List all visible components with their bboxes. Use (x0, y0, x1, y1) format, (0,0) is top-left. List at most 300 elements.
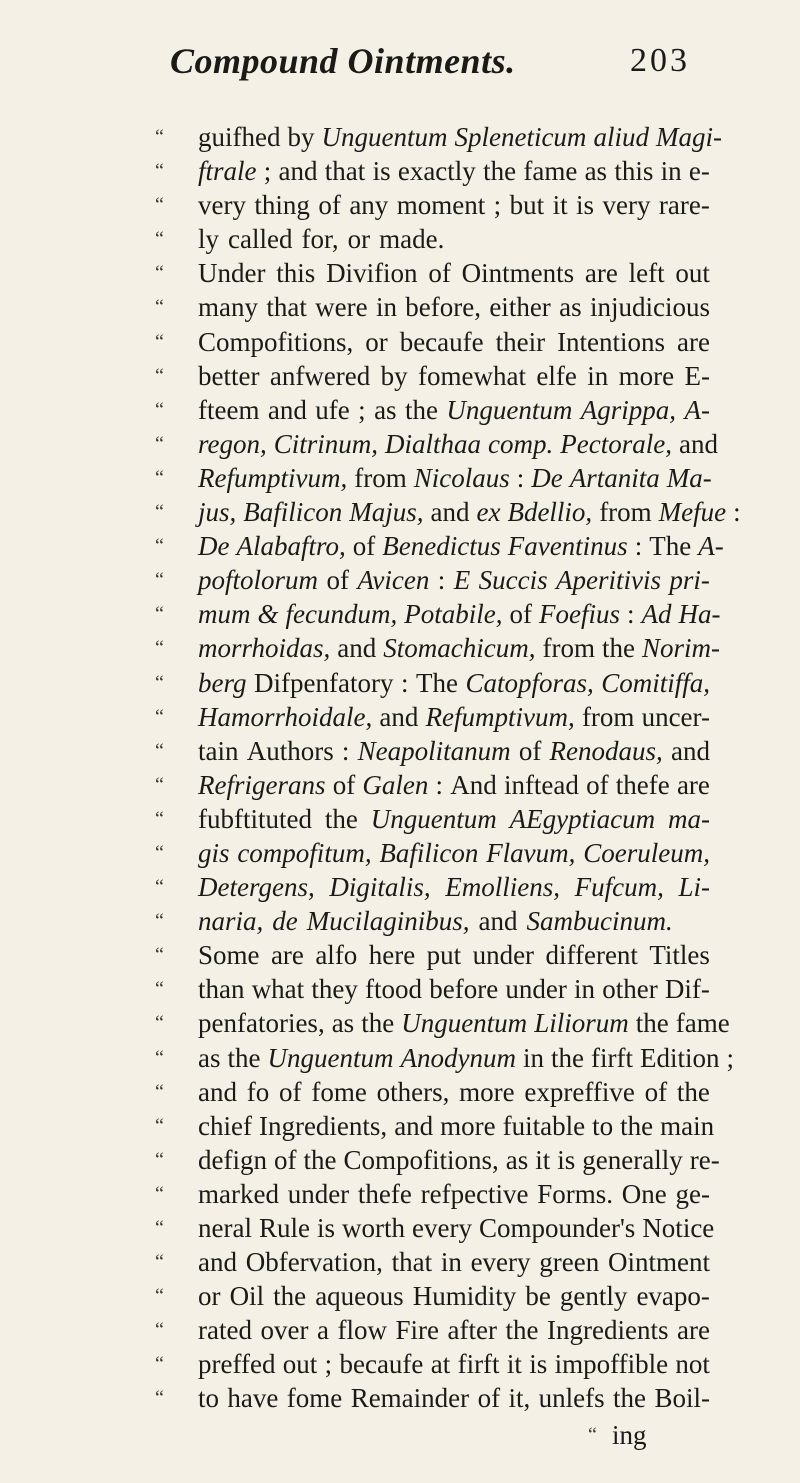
word: the (303, 1144, 337, 1175)
word: very (602, 190, 651, 221)
word: evapo- (636, 1281, 710, 1312)
text-line (0, 495, 800, 529)
word: A- (684, 394, 710, 425)
word: Divifion (326, 258, 418, 289)
word: Potabile, (404, 599, 503, 630)
word: put (426, 940, 462, 971)
text-line (0, 1347, 800, 1381)
quote-mark: “ (155, 1353, 164, 1376)
word: firft (457, 1349, 500, 1380)
word: penfatories, (198, 1008, 325, 1039)
line-text (198, 1109, 715, 1143)
quote-mark: “ (155, 364, 164, 387)
word: are (584, 258, 618, 289)
word: have (227, 1383, 279, 1414)
text-line (0, 1313, 800, 1347)
word: Ingredients, (258, 1110, 388, 1141)
text-line (0, 1006, 800, 1040)
word: the (483, 156, 517, 187)
word: fubftituted (198, 803, 312, 834)
word: : (626, 599, 635, 630)
word: becaufe (339, 1349, 424, 1380)
word: the (676, 1076, 710, 1107)
word: the (361, 1008, 395, 1039)
word: Nicolaus (413, 462, 510, 493)
quote-mark: “ (155, 739, 164, 762)
text-line (0, 1211, 800, 1245)
line-text (198, 1006, 730, 1040)
word: thefe (357, 1178, 412, 1209)
word: Refumptivum, (425, 701, 575, 732)
word: ; (726, 1042, 734, 1073)
word: marked (198, 1178, 279, 1209)
word: compofitum, (237, 837, 372, 868)
word: e- (688, 156, 710, 187)
word: Emolliens, (445, 872, 560, 903)
line-text (198, 154, 710, 188)
word: and (430, 497, 470, 528)
word: The (415, 667, 458, 698)
word: generally (582, 1144, 683, 1175)
word: ; (358, 394, 366, 425)
word: : (516, 462, 525, 493)
quote-mark: “ (155, 1251, 164, 1274)
text-line (0, 631, 800, 665)
quote-mark: “ (155, 671, 164, 694)
word: rated (198, 1315, 252, 1346)
quote-mark: “ (155, 296, 164, 319)
word: Citrinum, (273, 428, 379, 459)
word: Dif- (664, 974, 710, 1005)
word: The (649, 531, 692, 562)
word: uncer- (641, 701, 710, 732)
word: Unguentum (267, 1042, 394, 1073)
word: called (228, 224, 293, 255)
word: as (374, 394, 397, 425)
word: De (198, 531, 230, 562)
running-title: Compound Ointments. (170, 41, 516, 81)
text-line (0, 1109, 800, 1143)
word: and (394, 1110, 434, 1141)
word: of (279, 1076, 302, 1107)
word: Compofitions, (343, 1144, 499, 1175)
text-line (0, 1177, 800, 1211)
word: Norim- (641, 633, 720, 664)
quote-mark: “ (155, 807, 164, 830)
text-line (0, 597, 800, 631)
quote-mark: “ (588, 1423, 597, 1446)
line-text (198, 1177, 710, 1211)
line-text (198, 1381, 710, 1415)
word: jus, (198, 497, 237, 528)
word: Intentions (557, 326, 666, 357)
text-line (0, 938, 800, 972)
word: to (592, 1110, 614, 1141)
word: of (273, 1144, 297, 1175)
word: Majus, (349, 497, 424, 528)
word: thing (254, 190, 310, 221)
word: worth (341, 1213, 405, 1243)
word: to (198, 1383, 220, 1414)
word: Liliorum (534, 1008, 629, 1039)
quote-mark: “ (155, 569, 164, 592)
word: and (670, 735, 710, 766)
line-text (198, 1143, 720, 1177)
word: De (531, 462, 563, 493)
word: others, (376, 1076, 450, 1107)
word: fame (523, 156, 578, 187)
word: green (539, 1247, 600, 1278)
line-text (198, 427, 718, 461)
line-text (198, 836, 710, 870)
word: Coeruleum, (583, 837, 710, 868)
line-text (198, 802, 710, 836)
word: at (430, 1349, 451, 1380)
line-text (198, 700, 710, 734)
quote-mark: “ (155, 910, 164, 933)
word: chief (198, 1110, 252, 1141)
word: this (614, 156, 654, 187)
word: firft (590, 1042, 633, 1073)
word: Ha- (678, 599, 721, 630)
quote-mark: “ (155, 944, 164, 967)
line-text (198, 563, 710, 597)
line-text (198, 495, 741, 529)
word: of (352, 531, 376, 562)
quote-mark: “ (155, 1148, 164, 1171)
word: of (477, 1383, 501, 1414)
word: not (675, 1349, 710, 1380)
word: thefe (615, 769, 670, 800)
quote-mark: “ (155, 398, 164, 421)
word: A- (698, 531, 724, 562)
word: refpective (420, 1178, 529, 1209)
line-text (198, 972, 710, 1006)
word: fteem (198, 394, 260, 425)
word: is (576, 190, 595, 221)
word: gently (559, 1281, 628, 1312)
word: Ad (641, 599, 672, 630)
word: Unguentum (321, 122, 448, 152)
word: is (557, 1144, 576, 1175)
word: and (278, 156, 318, 187)
quote-mark: “ (155, 160, 164, 183)
word: regon, (198, 428, 267, 459)
text-line (0, 1041, 800, 1075)
line-text (198, 1041, 734, 1075)
word: in (522, 1042, 544, 1073)
quote-mark: “ (155, 262, 164, 285)
word: Refrigerans (198, 769, 326, 800)
text-line (0, 700, 800, 734)
text-line (0, 734, 800, 768)
word: or (198, 1281, 221, 1312)
line-text (198, 1347, 710, 1381)
word: ly (198, 224, 220, 255)
text-line (0, 325, 800, 359)
word: preffed (198, 1349, 276, 1380)
word: it (552, 190, 568, 221)
text-line (0, 188, 800, 222)
word: is (316, 1213, 335, 1243)
quote-mark: “ (155, 603, 164, 626)
word: the (227, 1042, 261, 1073)
word: Detergens, (198, 872, 315, 903)
word: and (379, 701, 419, 732)
word: Benedictus (382, 531, 501, 562)
word: defign (198, 1144, 267, 1175)
word: from (354, 462, 407, 493)
word: Ointments (461, 258, 575, 289)
word: different (545, 940, 638, 971)
word: Dialthaa (385, 428, 482, 459)
word: Difpenfatory (254, 667, 394, 698)
word: is (529, 1349, 548, 1380)
word: it, (508, 1383, 531, 1414)
line-text (198, 1245, 710, 1279)
word: very (198, 190, 246, 221)
word: Titles (649, 940, 710, 971)
word: either (489, 292, 551, 323)
word: de (272, 906, 298, 937)
word: : (634, 531, 643, 562)
word: ge- (675, 1178, 710, 1209)
quote-mark: “ (155, 1182, 164, 1205)
word: Flavum, (486, 837, 576, 868)
quote-mark: “ (155, 705, 164, 728)
word: of (586, 769, 609, 800)
word: inftead (503, 769, 579, 800)
text-line (0, 1381, 800, 1415)
word: Humidity (412, 1281, 517, 1312)
word: Fire (395, 1315, 439, 1346)
word: as (559, 292, 582, 323)
word: from (599, 497, 652, 528)
word: and (198, 1076, 237, 1107)
word: the (404, 394, 438, 425)
word: Digitalis, (329, 872, 431, 903)
word: Li- (678, 872, 710, 903)
quote-mark: “ (155, 1217, 164, 1239)
word: a (316, 1315, 329, 1346)
word: other (602, 974, 658, 1005)
word: : (341, 735, 350, 766)
word: Unguentum (401, 1008, 528, 1039)
word: over (260, 1315, 309, 1346)
word: as (198, 1042, 221, 1073)
word: any (349, 190, 389, 221)
line-text (198, 120, 722, 154)
word: Oil (229, 1281, 265, 1312)
word: aqueous (315, 1281, 404, 1312)
word: left (628, 258, 665, 289)
word: Forms. (537, 1178, 614, 1209)
word: : (435, 769, 444, 800)
word: Mucilaginibus, (306, 906, 470, 937)
word: AEgyptiacum (509, 803, 656, 834)
word: Avicen (357, 565, 430, 596)
text-line (0, 120, 800, 154)
word: in (587, 360, 609, 391)
word: Neapolitanum (357, 735, 511, 766)
quote-mark: “ (155, 876, 164, 899)
word: Catopforas, (465, 667, 594, 698)
word: berg (198, 667, 247, 698)
word: fome (311, 1076, 367, 1107)
line-text (198, 188, 710, 222)
quote-mark: “ (155, 1012, 164, 1035)
word: Comitiffa, (601, 667, 710, 698)
line-text (198, 734, 710, 768)
word: and (267, 394, 307, 425)
word: Anodynum (400, 1042, 516, 1073)
word: and (478, 906, 518, 937)
word: neral (198, 1213, 252, 1243)
quote-mark: “ (155, 228, 164, 251)
word: Renodaus, (549, 735, 663, 766)
word: Foefius (538, 599, 620, 630)
word: fame (675, 1008, 730, 1039)
line-text (198, 529, 724, 563)
quote-mark: “ (155, 1285, 164, 1308)
word: Edition (639, 1042, 720, 1073)
word: in (660, 156, 682, 187)
word: in (574, 974, 596, 1005)
line-text (198, 256, 710, 290)
word: ftrale (198, 156, 257, 187)
quote-mark: “ (155, 194, 164, 217)
word: more (459, 1076, 515, 1107)
text-line (0, 1075, 800, 1109)
word: better (198, 360, 260, 391)
word: Refumptivum, (198, 462, 348, 493)
line-text (198, 222, 710, 256)
word: exactly (397, 156, 476, 187)
quote-mark: “ (155, 432, 164, 455)
text-line (0, 461, 800, 495)
word: Succis (478, 565, 548, 596)
word: flow (337, 1315, 387, 1346)
word: Compofitions, (198, 326, 354, 357)
word: Remainder (350, 1383, 470, 1414)
word: Faventinus (507, 531, 628, 562)
word: of (644, 1076, 668, 1107)
quote-mark: “ (155, 841, 164, 864)
word: of (509, 599, 532, 630)
word: fecundum, (285, 599, 398, 630)
word: E (453, 565, 471, 596)
word: more (440, 1110, 496, 1141)
word: or (347, 224, 371, 255)
word: Bafilicon (243, 497, 343, 528)
line-text (198, 870, 710, 904)
word: rare- (658, 190, 710, 221)
word: Agrippa, (580, 394, 677, 425)
word: impoffible (554, 1349, 669, 1380)
text-line (0, 222, 800, 256)
text-line (0, 427, 800, 461)
line-text (198, 938, 710, 972)
word: is (372, 156, 391, 187)
word: what (251, 974, 305, 1005)
quote-mark: “ (155, 1387, 164, 1410)
word: as (331, 1008, 355, 1039)
word: every (411, 1213, 472, 1243)
word: out (282, 1349, 318, 1380)
word: of (318, 190, 341, 221)
line-text (198, 1313, 710, 1347)
word: they (311, 974, 358, 1005)
word: ; (324, 1349, 333, 1380)
word: ; (263, 156, 272, 187)
word: injudicious (589, 292, 710, 323)
word: before, (405, 292, 481, 323)
text-line (0, 768, 800, 802)
line-text (198, 1075, 710, 1109)
word: as (584, 156, 608, 187)
word: before (429, 974, 499, 1005)
word: of (332, 769, 356, 800)
word: or (365, 326, 388, 357)
word: Unguentum (370, 803, 497, 834)
word: & (257, 599, 279, 630)
quote-mark: “ (155, 330, 164, 353)
word: Rule (258, 1213, 310, 1243)
catchword: ing (612, 1419, 647, 1450)
word: comp. (488, 428, 554, 459)
text-line (0, 256, 800, 290)
word: fo (246, 1076, 270, 1107)
line-text (198, 768, 710, 802)
word: of (428, 258, 451, 289)
word: it (535, 1144, 551, 1175)
word: ; (493, 190, 502, 221)
word: ma- (668, 803, 710, 834)
text-line (0, 870, 800, 904)
word: Notice (642, 1213, 715, 1243)
word: are (270, 940, 304, 971)
quote-mark: “ (155, 535, 164, 558)
text-line (0, 1143, 800, 1177)
word: fome (286, 1383, 343, 1414)
word: Under (198, 258, 266, 289)
word: the (550, 1042, 584, 1073)
word: and (198, 1247, 237, 1278)
word: expreffive (524, 1076, 635, 1107)
word: moment (396, 190, 486, 221)
word: more (618, 360, 675, 391)
word: every (470, 1247, 531, 1278)
word: Ointment (607, 1247, 710, 1278)
word: are (676, 1315, 710, 1346)
word: were (315, 292, 368, 323)
word: Compounder's (478, 1213, 636, 1243)
word: that (266, 292, 307, 323)
word: And (450, 769, 497, 800)
line-text (198, 393, 710, 427)
word: fomewhat (418, 360, 526, 391)
text-line (0, 290, 800, 324)
word: the (620, 1110, 654, 1141)
word: Ingredients (547, 1315, 669, 1346)
word: unlefs (538, 1383, 605, 1414)
text-line (0, 154, 800, 188)
line-text (198, 597, 721, 631)
body-text (0, 120, 800, 1416)
word: mum (198, 599, 251, 630)
quote-mark: “ (155, 773, 164, 796)
word: made. (379, 224, 445, 255)
